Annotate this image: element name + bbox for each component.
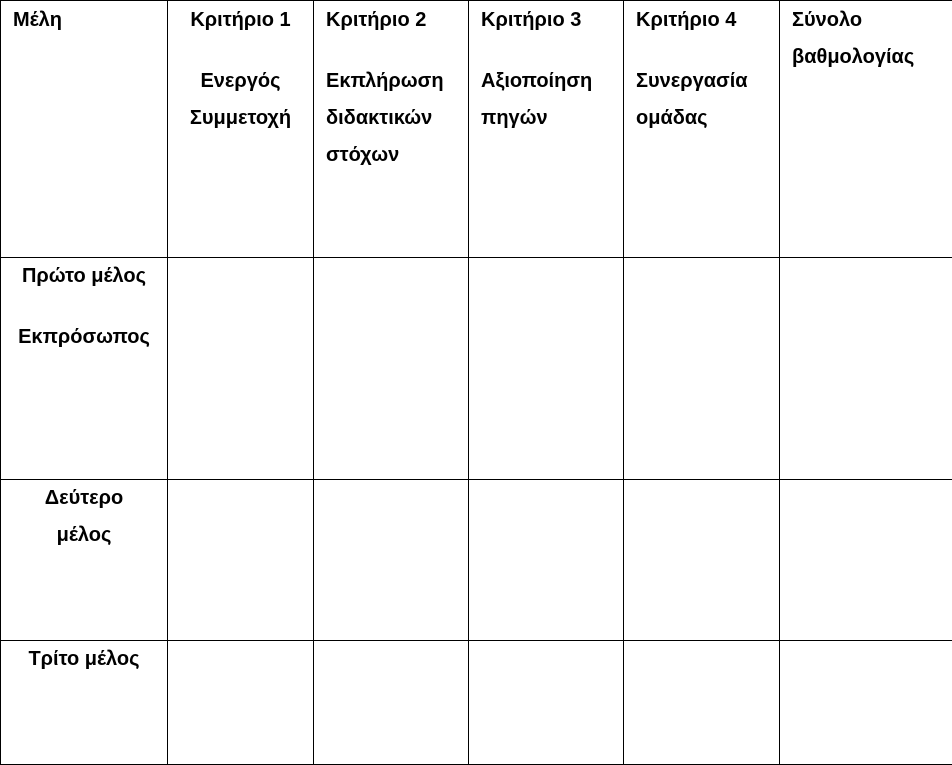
criterion-1-subtitle: Ενεργός Συμμετοχή [168, 63, 313, 137]
score-cell[interactable] [314, 480, 469, 641]
table-row [1, 480, 952, 641]
total-score-cell[interactable] [780, 480, 952, 641]
criterion-1-title: Κριτήριο 1 [168, 2, 313, 39]
total-score-cell[interactable] [780, 258, 952, 480]
criterion-2-title: Κριτήριο 2 [326, 2, 468, 39]
criterion-4-title: Κριτήριο 4 [636, 2, 779, 39]
score-cell[interactable] [469, 480, 624, 641]
header-row [1, 1, 952, 258]
score-cell[interactable] [168, 258, 314, 480]
total-header-label: Σύνολο βαθμολογίας [792, 2, 952, 76]
score-cell[interactable] [624, 480, 780, 641]
members-header-label: Μέλη [13, 2, 167, 39]
member-role: Εκπρόσωπος [9, 319, 159, 356]
table-row [1, 641, 952, 765]
criterion-3-title: Κριτήριο 3 [481, 2, 623, 39]
score-cell[interactable] [314, 641, 469, 765]
criterion-2-header-cell [314, 1, 469, 258]
criterion-3-header-cell [469, 1, 624, 258]
score-cell[interactable] [469, 258, 624, 480]
member-cell [1, 641, 168, 765]
member-name: Δεύτερο μέλος [21, 480, 147, 554]
member-cell [1, 258, 168, 480]
member-name: Τρίτο μέλος [1, 641, 167, 678]
score-cell[interactable] [624, 641, 780, 765]
criterion-3-subtitle: Αξιοποίηση πηγών [481, 63, 623, 137]
member-cell [1, 480, 168, 641]
score-cell[interactable] [469, 641, 624, 765]
table-row [1, 258, 952, 480]
criterion-4-header-cell [624, 1, 780, 258]
members-header-cell [1, 1, 168, 258]
member-name: Πρώτο μέλος [9, 258, 159, 295]
score-cell[interactable] [168, 641, 314, 765]
score-cell[interactable] [314, 258, 469, 480]
total-header-cell [780, 1, 952, 258]
criterion-1-header-cell [168, 1, 314, 258]
criterion-2-subtitle: Εκπλήρωση διδακτικών στόχων [326, 63, 468, 174]
score-cell[interactable] [168, 480, 314, 641]
criterion-4-subtitle: Συνεργασία ομάδας [636, 63, 779, 137]
total-score-cell[interactable] [780, 641, 952, 765]
score-cell[interactable] [624, 258, 780, 480]
